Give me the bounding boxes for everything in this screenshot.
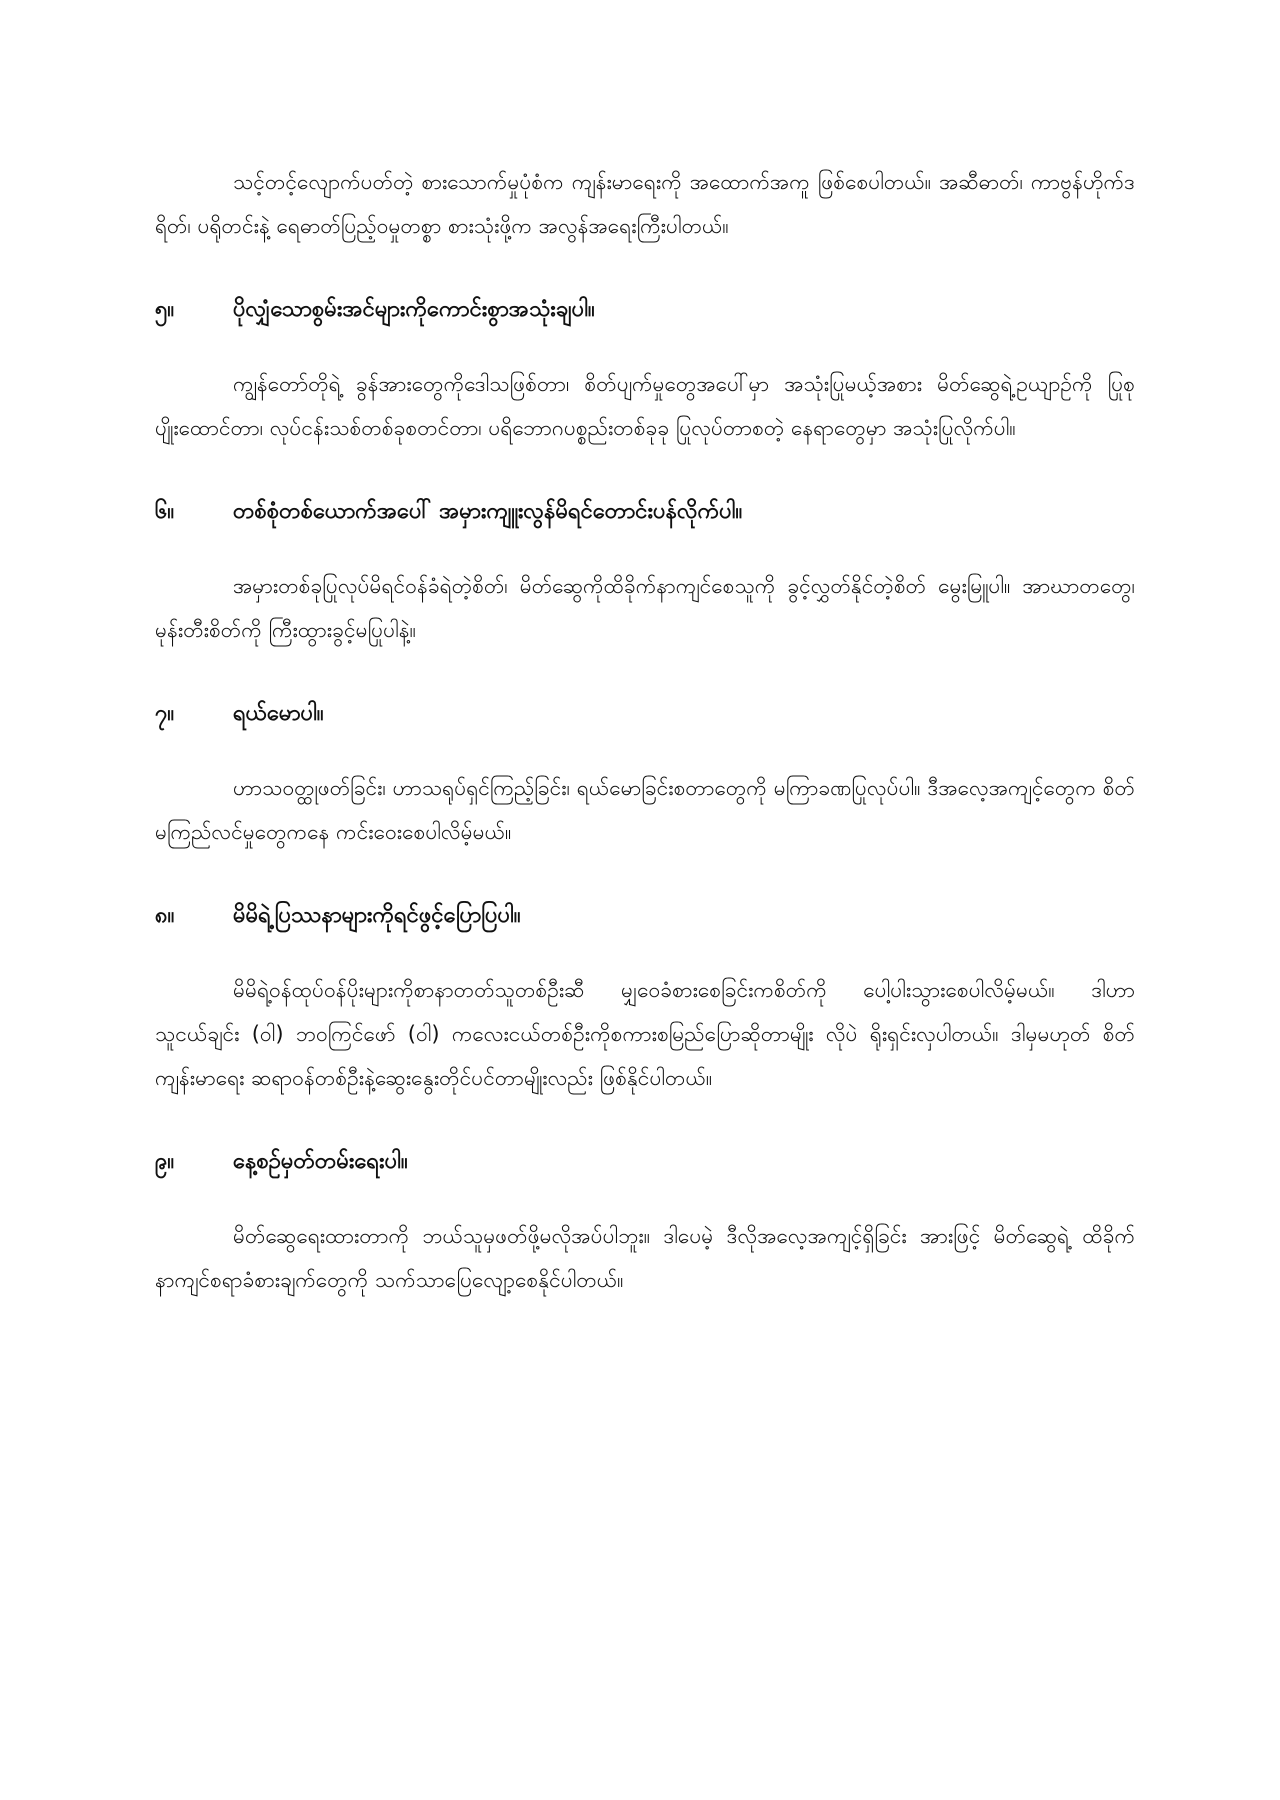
section-body: မိတ်ဆွေရေးထားတာကို ဘယ်သူမှဖတ်ဖို့မလိုအပ်ပါဘူး။ ဒါပေမဲ့ ဒီလိုအလေ့အကျင့်ရှိခြင်း အားဖြင့် မိတ်ဆွေရဲ့ ထိခိုက်နာကျင်စရာခံစားချက်တွေကို သက်သာပြေလျော့စေနိုင်ပါတယ်။	[155, 1224, 1135, 1292]
section-number: ၈။	[155, 903, 175, 928]
section-title: မိမိရဲ့ပြဿနာများကိုရင်ဖွင့်ပြောပြပါ။	[233, 903, 521, 928]
section-heading	[155, 692, 1135, 736]
section-number: ၉။	[155, 1149, 175, 1174]
section-heading	[155, 1140, 1135, 1184]
section-title: တစ်စုံတစ်ယောက်အပေါ် အမှားကျူးလွန်မိရင်တောင်းပန်လိုက်ပါ။	[233, 499, 743, 524]
section-heading	[155, 894, 1135, 938]
section-number: ၅။	[155, 297, 175, 322]
section-title: ပိုလျှံသောစွမ်းအင်များကိုကောင်းစွာအသုံးချပါ။	[233, 297, 595, 322]
intro-paragraph: သင့်တင့်လျောက်ပတ်တဲ့ စားသောက်မှုပုံစံက ကျန်းမာရေးကို အထောက်အကူ ဖြစ်စေပါတယ်။ အဆီဓာတ်၊ ကာဗွန်ဟိုက်ဒရိတ်၊ ပရိုတင်းနဲ့ ရေဓာတ်ပြည့်ဝမှုတစ္စာ စားသုံးဖို့က အလွန်အရေးကြီးပါတယ်။	[155, 170, 1135, 238]
section-body: ကျွန်တော်တိုရဲ့ ခွန်အားတွေကိုဒေါသဖြစ်တာ၊ စိတ်ပျက်မှုတွေအပေါ်မှာ အသုံးပြုမယ့်အစား မိတ်ဆွေရဲ့ဥယျာဉ်ကို ပြုစုပျိုးထောင်တာ၊ လုပ်ငန်းသစ်တစ်ခုစတင်တာ၊ ပရိဘောဂပစ္စည်းတစ်ခုခု ပြုလုပ်တာစတဲ့ နေရာတွေမှာ အသုံးပြုလိုက်ပါ။	[155, 372, 1135, 440]
document-content	[155, 160, 1135, 1302]
section-body: မိမိရဲ့ဝန်ထုပ်ဝန်ပိုးများကိုစာနာတတ်သူတစ်ဦးဆီ မျှဝေခံစားစေခြင်းကစိတ်ကို ပေါ့ပါးသွားစေပါလိမ့်မယ်။ ဒါဟာ သူငယ်ချင်း (ဝါ) ဘဝကြင်ဖော် (ဝါ) ကလေးငယ်တစ်ဦးကိုစကားစမြည်ပြောဆိုတာမျိုး လိုပဲ ရိုးရှင်းလှပါတယ်။ ဒါမှမဟုတ် စိတ်ကျန်းမာရေး ဆရာဝန်တစ်ဦးနဲ့ဆွေးနွေးတိုင်ပင်တာမျိုးလည်း ဖြစ်နိုင်ပါတယ်။	[155, 978, 1135, 1090]
section-body: ဟာသဝတ္ထုဖတ်ခြင်း၊ ဟာသရုပ်ရှင်ကြည့်ခြင်း၊ ရယ်မောခြင်းစတာတွေကို မကြာခဏပြုလုပ်ပါ။ ဒီအလေ့အကျင့်တွေက စိတ်မကြည်လင်မှုတွေကနေ ကင်းဝေးစေပါလိမ့်မယ်။	[155, 776, 1135, 844]
section-heading	[155, 288, 1135, 332]
section-6	[155, 490, 1135, 652]
section-title: နေ့စဉ်မှတ်တမ်းရေးပါ။	[233, 1149, 408, 1174]
section-5	[155, 288, 1135, 450]
section-8	[155, 894, 1135, 1100]
section-number: ၇။	[155, 701, 175, 726]
section-body: အမှားတစ်ခုပြုလုပ်မိရင်ဝန်ခံရဲတဲ့စိတ်၊ မိတ်ဆွေကိုထိခိုက်နာကျင်စေသူကို ခွင့်လွှတ်နိုင်တဲ့စိတ် မွေးမြူပါ။ အာဃာတတွေ၊ မုန်းတီးစိတ်ကို ကြီးထွားခွင့်မပြုပါနဲ့။	[155, 574, 1135, 642]
section-7	[155, 692, 1135, 854]
section-9	[155, 1140, 1135, 1302]
section-heading	[155, 490, 1135, 534]
section-title: ရယ်မောပါ။	[233, 701, 324, 726]
section-number: ၆။	[155, 499, 175, 524]
